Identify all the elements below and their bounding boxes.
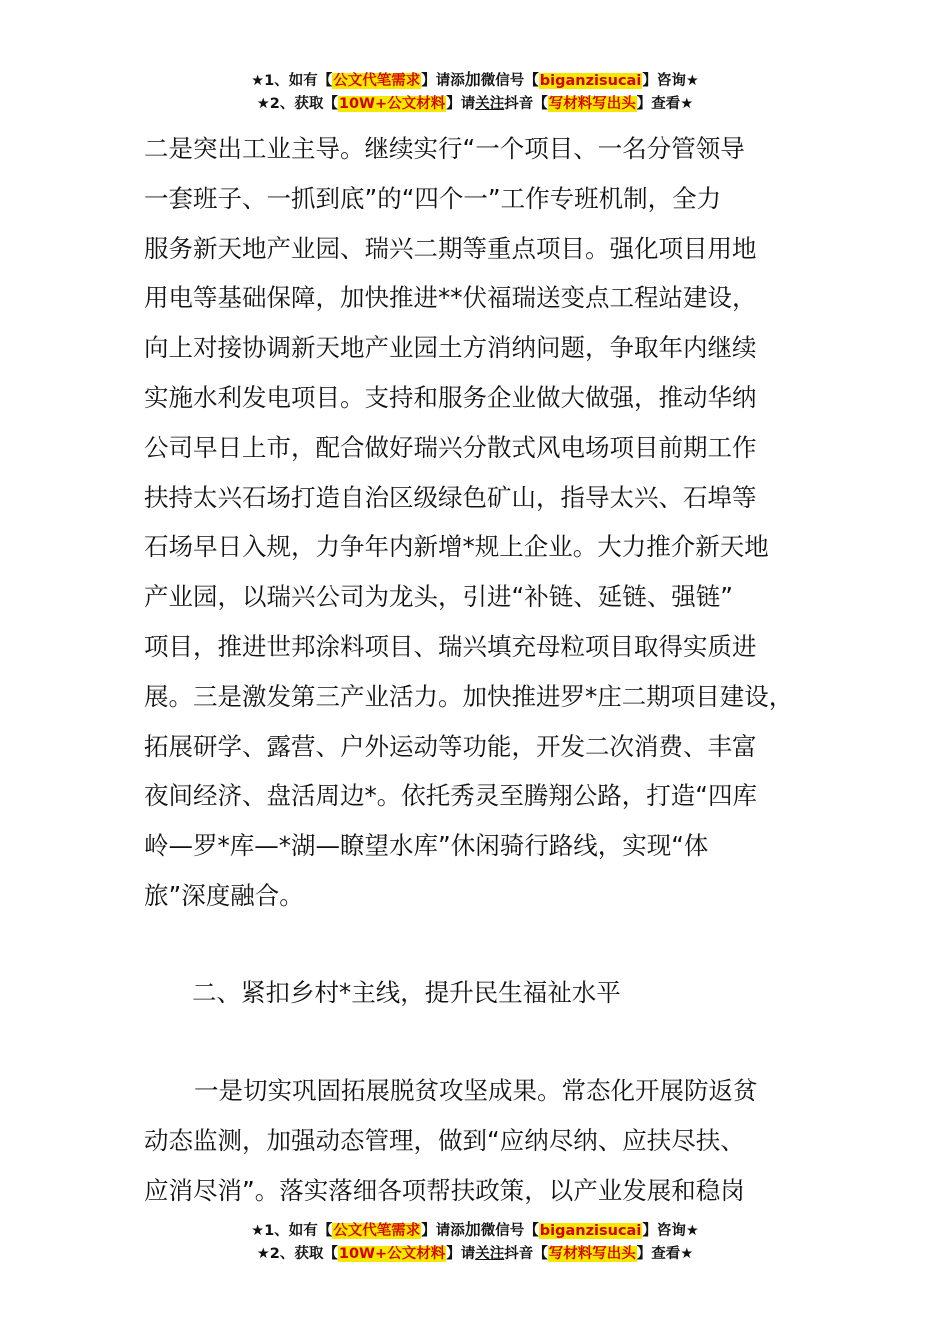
- banner-text-bold: 加: [464, 1220, 481, 1239]
- bracket: 【: [323, 96, 338, 112]
- banner-text: 抖音: [504, 1246, 534, 1262]
- bracket: 】: [421, 1223, 436, 1239]
- banner-text: ★1、如有: [251, 73, 318, 89]
- header-banner: [0, 68, 950, 116]
- bracket: 】: [446, 96, 461, 112]
- bracket: 【: [524, 1223, 539, 1239]
- banner-line-2: [0, 92, 950, 116]
- banner-text: 微信号: [480, 73, 525, 89]
- banner-line-2: [0, 1242, 950, 1266]
- text-line: 产业园，以瑞兴公司为龙头，引进“补链、延链、强链”: [144, 582, 733, 612]
- highlight-materials: 10W+公文材料: [338, 1246, 446, 1262]
- banner-text: 请: [460, 96, 476, 112]
- banner-text-underlined: 关注: [475, 1246, 505, 1262]
- bracket: 】: [421, 73, 436, 89]
- bracket: 】: [446, 1246, 461, 1262]
- highlight-materials: 10W+公文材料: [338, 96, 446, 112]
- text-line: 向上对接协调新天地产业园土方消纳问题，争取年内继续: [144, 333, 757, 363]
- banner-text: 请添: [435, 1223, 465, 1239]
- text-line: 应消尽消”。落实落细各项帮扶政策，以产业发展和稳岗: [144, 1175, 745, 1205]
- banner-text: 请: [460, 1246, 476, 1262]
- text-line: 动态监测，加强动态管理，做到“应纳尽纳、应扶尽扶、: [144, 1125, 745, 1155]
- text-line: 石场早日入规，力争年内新增*规上企业。大力推介新天地: [144, 532, 769, 562]
- bracket: 】: [642, 73, 657, 89]
- paragraph-poverty: [144, 1066, 830, 1215]
- text-line: 扶持太兴石场打造自治区级绿色矿山，指导太兴、石埠等: [144, 482, 757, 512]
- bracket: 】: [636, 96, 652, 112]
- banner-text: 请添: [435, 73, 465, 89]
- text-line: 展。三是激发第三产业活力。加快推进罗*庄二期项目建设，: [144, 681, 794, 711]
- highlight-wechat-id: biganzisucai: [539, 73, 642, 89]
- banner-line-1: [0, 68, 950, 92]
- text-line: 公司早日上市，配合做好瑞兴分散式风电场项目前期工作: [144, 432, 757, 462]
- banner-text: ★2、获取: [256, 1246, 324, 1262]
- text-line: 夜间经济、盘活周边*。依托秀灵至腾翔公路，打造“四库: [144, 781, 757, 811]
- text-line: 项目，推进世邦涂料项目、瑞兴填充母粒项目取得实质进: [144, 631, 757, 661]
- text-line: 岭—罗*库—*湖—瞭望水库”休闲骑行路线，实现“体: [144, 831, 709, 861]
- banner-text: 微信号: [480, 1223, 525, 1239]
- text-line: 一是切实巩固拓展脱贫攻坚成果。常态化开展防返贫: [194, 1076, 758, 1105]
- text-line: 一套班子、一抓到底”的“四个一”工作专班机制，全力: [144, 183, 722, 213]
- text-line: 旅”深度融合。: [144, 880, 304, 910]
- bracket: 】: [642, 1223, 657, 1239]
- banner-text: ★2、获取: [256, 96, 324, 112]
- highlight-douyin: 写材料写出头: [548, 96, 636, 112]
- highlight-douyin: 写材料写出头: [548, 1246, 636, 1262]
- banner-text: 咨询★: [656, 1223, 699, 1239]
- bracket: 】: [636, 1246, 652, 1262]
- bracket: 【: [323, 1246, 338, 1262]
- highlight-wechat-id: biganzisucai: [539, 1223, 642, 1239]
- bracket: 【: [524, 73, 539, 89]
- banner-text: 抖音: [504, 96, 534, 112]
- banner-text: 查看★: [651, 96, 694, 112]
- highlight-service: 公文代笔需求: [333, 73, 421, 89]
- banner-text: ★1、如有: [251, 1223, 318, 1239]
- section-heading: 二、紧扣乡村*主线，提升民生福祉水平: [192, 978, 621, 1007]
- bracket: 【: [533, 96, 548, 112]
- bracket: 【: [317, 73, 333, 89]
- bracket: 【: [317, 1223, 333, 1239]
- text-line: 服务新天地产业园、瑞兴二期等重点项目。强化项目用地: [144, 233, 757, 263]
- banner-text-underlined: 关注: [475, 96, 505, 112]
- highlight-service: 公文代笔需求: [333, 1223, 421, 1239]
- footer-banner: [0, 1218, 950, 1266]
- text-line: 实施水利发电项目。支持和服务企业做大做强，推动华纳: [144, 382, 757, 412]
- banner-text: 查看★: [651, 1246, 694, 1262]
- banner-text: 咨询★: [656, 73, 699, 89]
- bracket: 【: [533, 1246, 548, 1262]
- banner-text-bold: 加: [464, 70, 481, 89]
- text-line: 用电等基础保障，加快推进**伏福瑞送变点工程站建设，: [144, 283, 757, 313]
- text-line: 拓展研学、露营、户外运动等功能，开发二次消费、丰富: [144, 731, 757, 761]
- banner-line-1: [0, 1218, 950, 1242]
- paragraph-industry: [144, 124, 830, 921]
- text-line: 二是突出工业主导。继续实行“一个项目、一名分管领导: [144, 134, 745, 163]
